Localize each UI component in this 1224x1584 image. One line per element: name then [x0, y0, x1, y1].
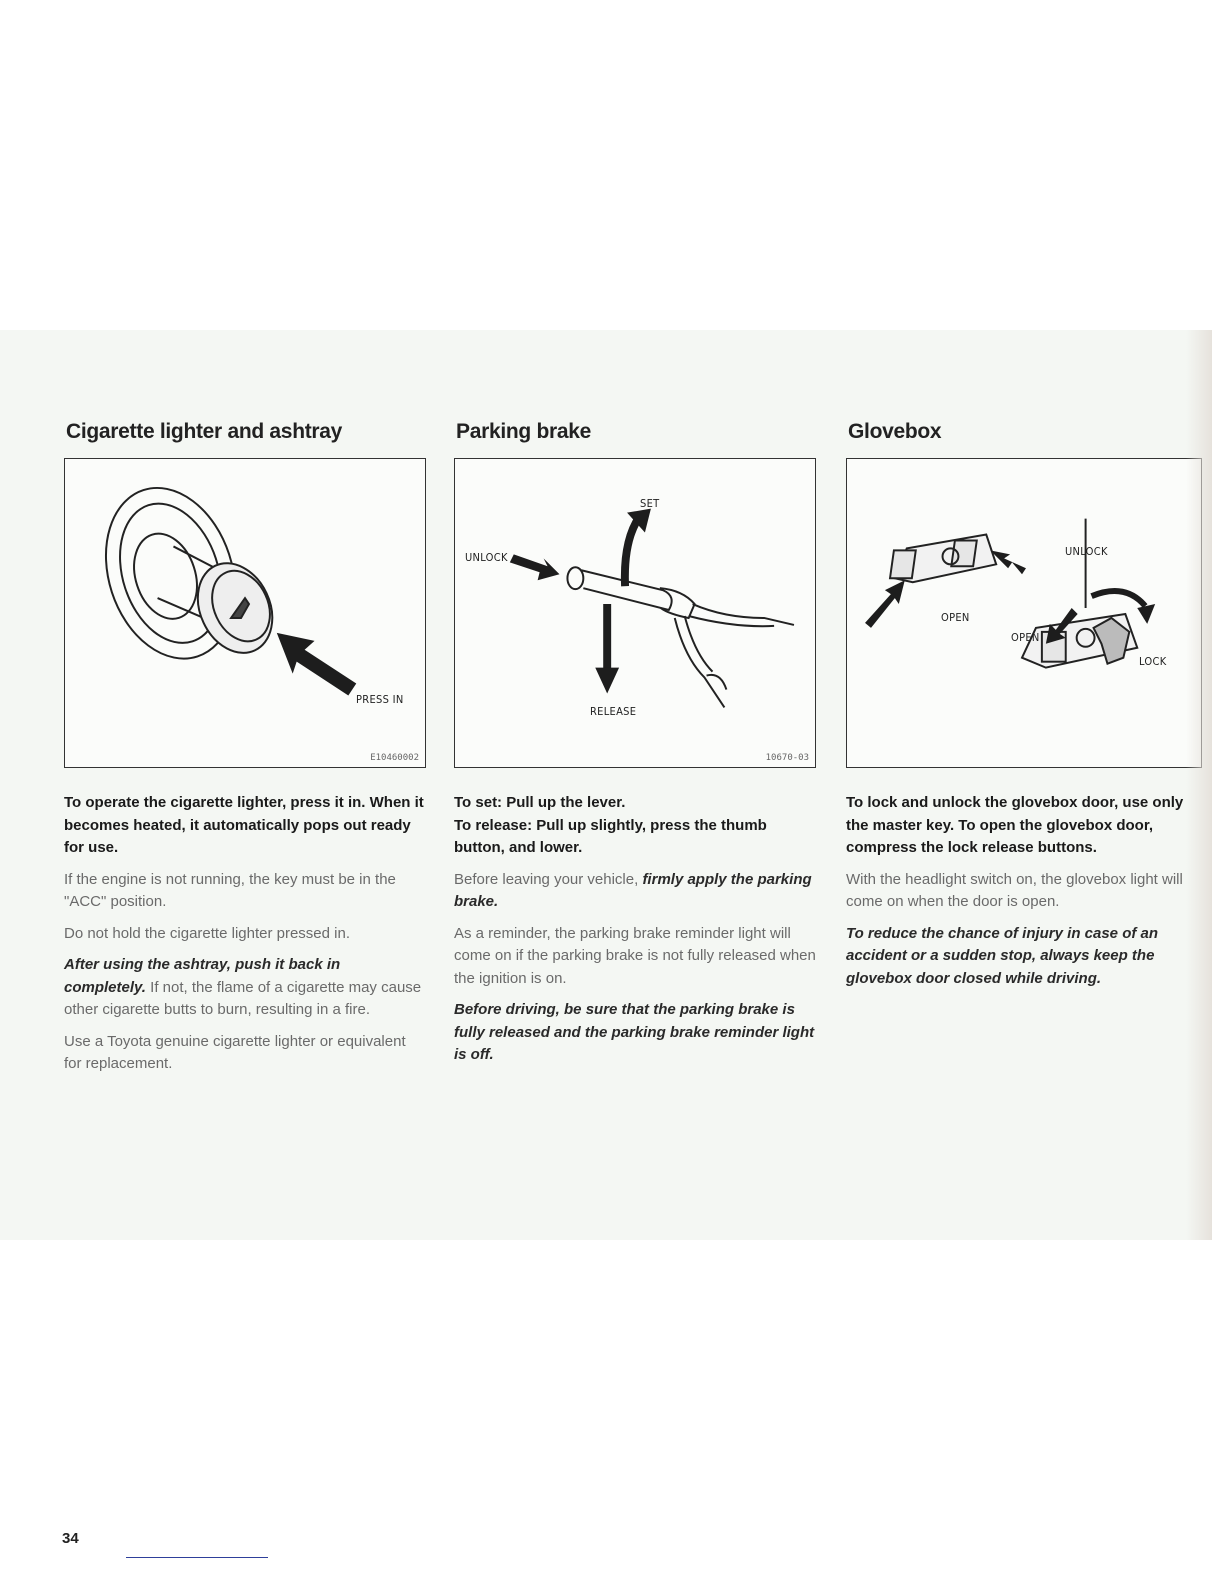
section-parking-brake [454, 420, 816, 1076]
paragraph-emphasis: firmly apply the parking brake. [454, 870, 812, 910]
footer-rule [126, 1557, 268, 1558]
paragraph: With the headlight switch on, the glovebox light will come on when the door is open. [846, 870, 1183, 910]
warning-emphasis: To reduce the chance of injury in case of an accident or a sudden stop, always keep the glovebox door closed while driving. [846, 924, 1159, 987]
section-title: Glovebox [848, 420, 942, 443]
lock-label: LOCK [1139, 655, 1167, 668]
page-edge-shadow [1186, 330, 1212, 1240]
instruction-bold: To set: Pull up the lever. [454, 794, 626, 811]
unlock-label: UNLOCK [1065, 545, 1108, 558]
warning-paragraph [64, 954, 426, 1022]
open-label: OPEN [1011, 631, 1040, 644]
warning-paragraph [846, 923, 1202, 991]
section-text [64, 792, 426, 1076]
instruction-bold: To operate the cigarette lighter, press it in. When it becomes heated, it automatically pops out ready for use. [64, 794, 424, 856]
warning-emphasis: After using the ashtray, push it back in completely. [64, 956, 341, 996]
cigarette-lighter-illustration [64, 458, 426, 768]
glovebox-illustration [846, 458, 1202, 768]
release-label: RELEASE [590, 705, 637, 718]
paragraph [454, 869, 816, 914]
paragraph: If the engine is not running, the key must be in the "ACC" position. [64, 870, 396, 910]
section-title: Cigarette lighter and ashtray [66, 420, 343, 443]
instruction-bold: To lock and unlock the glovebox door, use only the master key. To open the glovebox door, compress the lock release buttons. [846, 794, 1184, 856]
section-text [454, 792, 816, 1067]
paragraph: Use a Toyota genuine cigarette lighter or equivalent for replacement. [64, 1032, 406, 1072]
section-text [846, 792, 1202, 990]
paragraph: As a reminder, the parking brake reminder light will come on if the parking brake is not fully released when the ignition is on. [454, 924, 816, 987]
section-glovebox [846, 420, 1202, 999]
instruction-bold: To release: Pull up slightly, press the thumb button, and lower. [454, 816, 767, 856]
section-title: Parking brake [456, 420, 591, 443]
figure-code: E10460002 [370, 753, 419, 763]
brake-drawing [455, 459, 815, 767]
paragraph: Do not hold the cigarette lighter pressed in. [64, 924, 351, 942]
paragraph-plain: Before leaving your vehicle, [454, 870, 643, 888]
figure-code: 10670-03 [765, 753, 809, 763]
section-cigarette-lighter [64, 420, 426, 1085]
manual-page [0, 330, 1212, 1547]
glovebox-drawing [847, 459, 1201, 767]
warning-paragraph [454, 999, 816, 1067]
unlock-label: UNLOCK [465, 551, 508, 564]
press-in-label: PRESS IN [356, 693, 404, 706]
open-label: OPEN [941, 611, 970, 624]
lighter-drawing [65, 459, 425, 767]
warning-emphasis: Before driving, be sure that the parking brake is fully released and the parking brake reminder light is off. [454, 1001, 815, 1063]
warning-rest: If not, the flame of a cigarette may cause other cigarette butts to burn, resulting in a fire. [64, 978, 422, 1018]
parking-brake-illustration [454, 458, 816, 768]
page-number: 34 [62, 1530, 79, 1547]
set-label: SET [640, 497, 660, 510]
